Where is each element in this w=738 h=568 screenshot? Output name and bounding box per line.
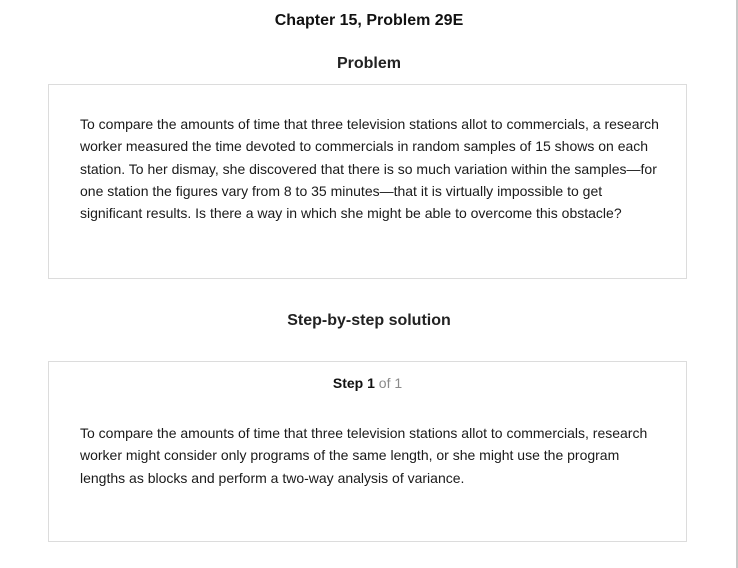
problem-heading: Problem — [336, 55, 401, 72]
step-current-number: 1 — [367, 375, 375, 391]
step-total: of 1 — [378, 375, 403, 391]
step-indicator — [49, 375, 686, 391]
solution-card — [48, 361, 687, 542]
problem-card — [48, 84, 687, 279]
chapter-title: Chapter 15, Problem 29E — [274, 12, 464, 29]
solution-text: To compare the amounts of time that three television stations allot to commercials, research worker might consider only programs of the same length, or she might use the program lengths as blocks and perform a two-way analysis of variance. — [80, 425, 648, 486]
solution-heading: Step-by-step solution — [287, 312, 451, 329]
problem-text: To compare the amounts of time that three television stations allot to commercials, a research worker measured the time devoted to commercials in random samples of 15 shows on each station. To her dismay, she discovered that there is so much variation within the samples—for one station the figures vary from 8 to 35 minutes—that it is virtually impossible to get significant results. Is there a way in which she might be able to overcome this obstacle? — [80, 116, 659, 222]
step-word: Step — [332, 375, 364, 391]
